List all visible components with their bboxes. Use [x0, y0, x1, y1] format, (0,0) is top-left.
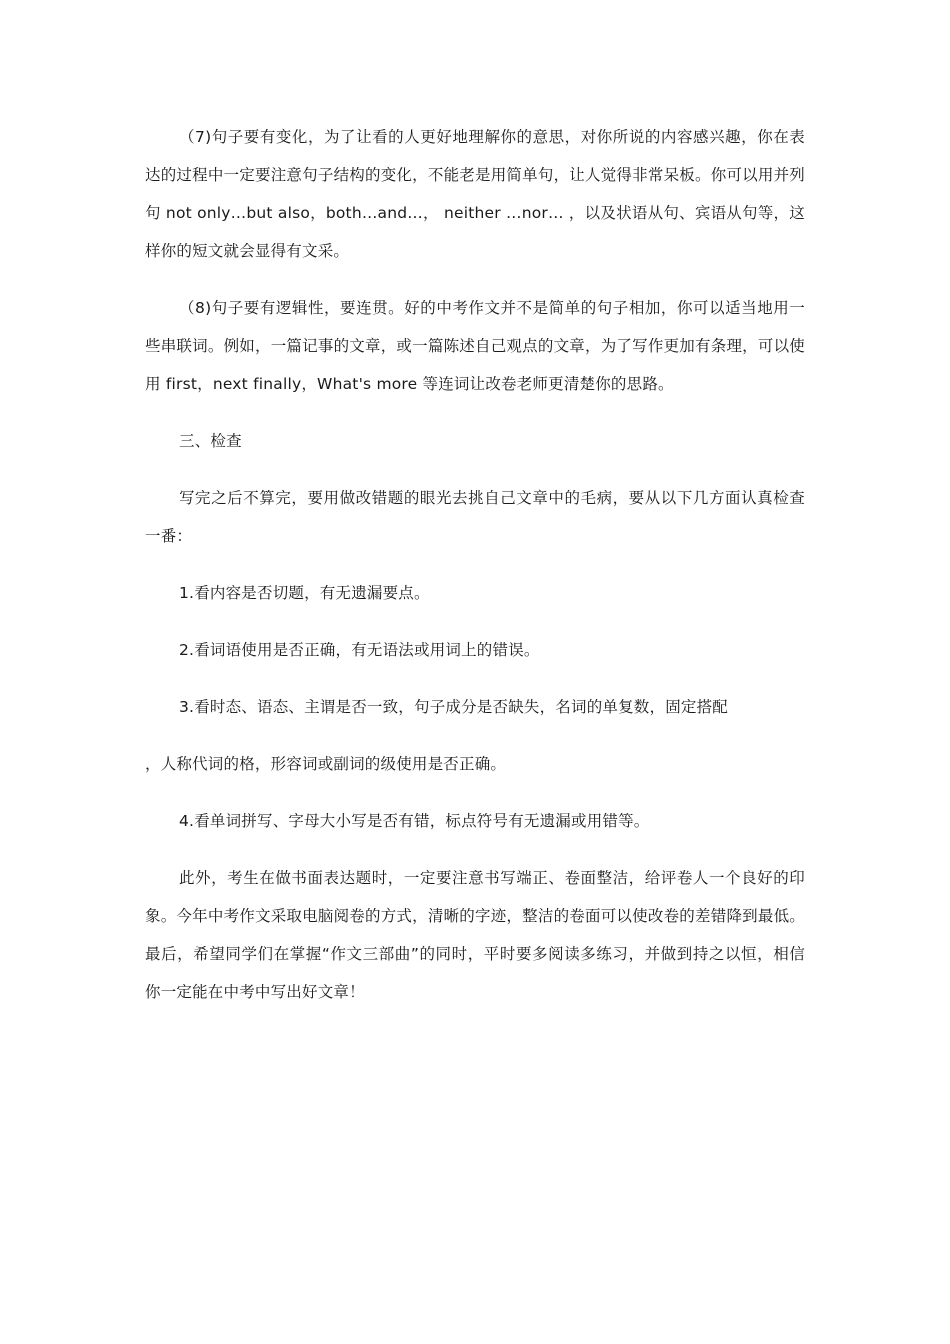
paragraph-sentence-variety: （7)句子要有变化，为了让看的人更好地理解你的意思，对你所说的内容感兴趣，你在表达的过程中一定要注意句子结构的变化，不能老是用简单句，让人觉得非常呆板。你可以用并列句 not only…but also，both…and…， neither …nor… ，以及状语从句、宾语从句等，这样你的短文就会显得有文采。	[145, 128, 805, 260]
list-item-content: 1.看内容是否切题，有无遗漏要点。	[179, 584, 430, 602]
section-heading-check: 三、检查	[179, 432, 242, 450]
list-item-grammar-continued: ，人称代词的格，形容词或副词的级使用是否正确。	[145, 755, 507, 773]
list-item-grammar: 3.看时态、语态、主谓是否一致，句子成分是否缺失，名词的单复数，固定搭配	[179, 698, 728, 716]
list-item-wording: 2.看词语使用是否正确，有无语法或用词上的错误。	[179, 641, 540, 659]
paragraph-closing: 此外，考生在做书面表达题时，一定要注意书写端正、卷面整洁，给评卷人一个良好的印象。今年中考作文采取电脑阅卷的方式，清晰的字迹，整洁的卷面可以使改卷的差错降到最低。最后，希望同学们在掌握“作文三部曲”的同时，平时要多阅读多练习，并做到持之以恒，相信你一定能在中考中写出好文章！	[145, 869, 805, 1001]
document-body	[145, 118, 805, 1011]
paragraph-sentence-logic: （8)句子要有逻辑性，要连贯。好的中考作文并不是简单的句子相加，你可以适当地用一些串联词。例如，一篇记事的文章，或一篇陈述自己观点的文章，为了写作更加有条理，可以使用 first，next finally，What's more 等连词让改卷老师更清楚你的思路。	[145, 299, 805, 393]
paragraph-check-intro: 写完之后不算完，要用做改错题的眼光去挑自己文章中的毛病，要从以下几方面认真检查一番：	[145, 489, 805, 545]
list-item-spelling: 4.看单词拼写、字母大小写是否有错，标点符号有无遗漏或用错等。	[179, 812, 650, 830]
